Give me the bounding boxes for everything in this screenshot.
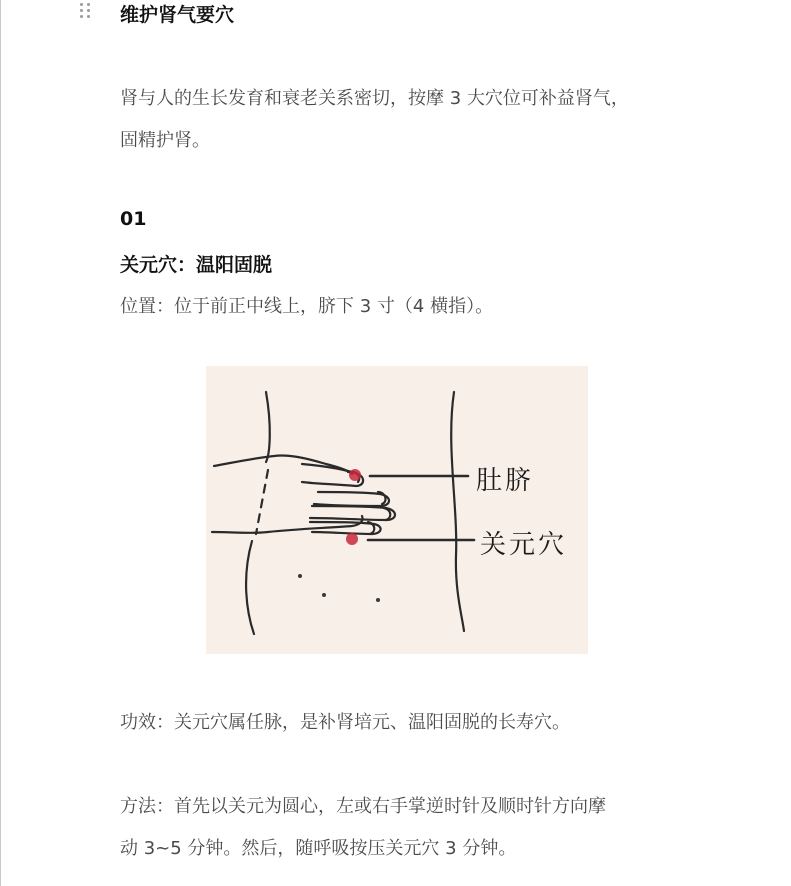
section-number: 01 bbox=[120, 208, 147, 230]
navel-point-marker bbox=[349, 469, 361, 481]
drag-handle-icon[interactable] bbox=[80, 3, 92, 21]
body-hand-drawing bbox=[206, 366, 588, 654]
navel-label: 肚脐 bbox=[476, 466, 535, 496]
method-line-1: 方法：首先以关元为圆心，左或右手掌逆时针及顺时针方向摩 bbox=[120, 796, 606, 817]
method-line-2: 动 3~5 分钟。然后，随呼吸按压关元穴 3 分钟。 bbox=[120, 838, 517, 859]
section-title: 关元穴：温阳固脱 bbox=[120, 254, 273, 276]
editor-left-border bbox=[0, 0, 1, 886]
intro-line-2: 固精护肾。 bbox=[120, 130, 210, 151]
intro-line-1: 肾与人的生长发育和衰老关系密切，按摩 3 大穴位可补益肾气， bbox=[120, 88, 629, 109]
effect-text: 功效：关元穴属任脉，是补肾培元、温阳固脱的长寿穴。 bbox=[120, 712, 570, 733]
guanyuan-point-marker bbox=[346, 533, 358, 545]
guanyuan-label: 关元穴 bbox=[480, 530, 568, 560]
acupoint-illustration bbox=[206, 366, 588, 654]
position-text: 位置：位于前正中线上，脐下 3 寸（4 横指）。 bbox=[120, 296, 494, 317]
page-title: 维护肾气要穴 bbox=[120, 4, 235, 26]
